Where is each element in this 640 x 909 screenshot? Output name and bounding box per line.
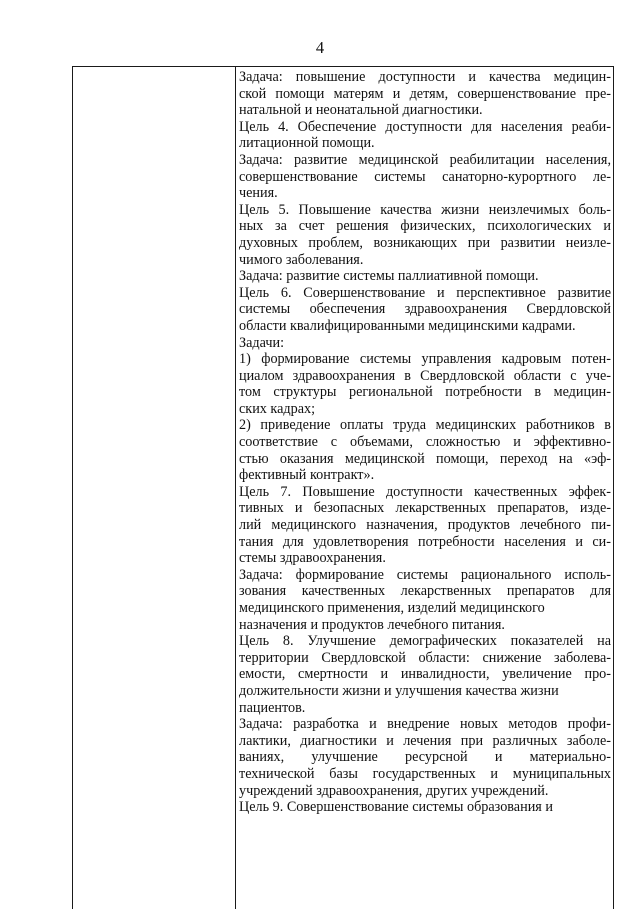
text-block-task-staff-2 [239, 417, 611, 483]
text-line: стью оказания медицинской помощи, переход на «эф- [239, 451, 611, 468]
text-line: чимого заболевания. [239, 252, 611, 269]
text-line: литационной помощи. [239, 135, 611, 152]
left-column-cell [73, 67, 236, 909]
text-block-task-methods [239, 716, 611, 799]
text-line: фективный контракт». [239, 467, 611, 484]
text-line: ских кадрах; [239, 401, 611, 418]
text-block-goal-4 [239, 119, 611, 152]
text-line: натальной и неонатальной диагностики. [239, 102, 611, 119]
text-block-task-rehab [239, 152, 611, 202]
text-line: тивных и безопасных лекарственных препаратов, изде- [239, 500, 611, 517]
program-table [72, 66, 614, 909]
text-line: тания для удовлетворения потребности населения и си- [239, 534, 611, 551]
text-block-task-palliative [239, 268, 611, 285]
text-line: соответствие с объемами, сложностью и эффективно- [239, 434, 611, 451]
text-line: духовных проблем, возникающих при развитии неизле- [239, 235, 611, 252]
text-line: Цель 6. Совершенствование и перспективное развитие [239, 285, 611, 302]
text-line: системы обеспечения здравоохранения Свердловской [239, 301, 611, 318]
text-line: зования качественных лекарственных препаратов для [239, 583, 611, 600]
text-line: ных за счет решения физических, психологических и [239, 218, 611, 235]
text-line: Цель 8. Улучшение демографических показателей на [239, 633, 611, 650]
text-block-goal-5 [239, 202, 611, 268]
text-block-tasks-staff [239, 335, 611, 352]
text-line: Задача: развитие медицинской реабилитации населения, [239, 152, 611, 169]
text-line: Цель 5. Повышение качества жизни неизлечимых боль- [239, 202, 611, 219]
text-line: медицинского применения, изделий медицинского [239, 600, 611, 617]
text-block-goal-6 [239, 285, 611, 335]
text-line: совершенствование системы санаторно-курортного ле- [239, 169, 611, 186]
text-line: учреждений здравоохранения, других учреждений. [239, 783, 611, 800]
text-line: 1) формирование системы управления кадровым потен- [239, 351, 611, 368]
text-line: пациентов. [239, 700, 611, 717]
text-line: ской помощи матерям и детям, совершенствование пре- [239, 86, 611, 103]
text-line: Задача: развитие системы паллиативной помощи. [239, 268, 611, 285]
text-block-task-maternal [239, 69, 611, 119]
text-line: чения. [239, 185, 611, 202]
text-line: Цель 7. Повышение доступности качественных эффек- [239, 484, 611, 501]
text-line: Задача: разработка и внедрение новых методов профи- [239, 716, 611, 733]
text-block-goal-8 [239, 633, 611, 716]
text-line: лий медицинского назначения, продуктов лечебного пи- [239, 517, 611, 534]
text-line: лактики, диагностики и лечения при различных заболе- [239, 733, 611, 750]
text-line: емости, смертности и инвалидности, увеличение про- [239, 666, 611, 683]
text-line: должительности жизни и улучшения качества жизни [239, 683, 611, 700]
text-line: технической базы государственных и муниципальных [239, 766, 611, 783]
text-line: Цель 9. Совершенствование системы образования и [239, 799, 611, 816]
text-line: области квалифицированными медицинскими кадрами. [239, 318, 611, 335]
page-number: 4 [0, 38, 640, 58]
text-line: Цель 4. Обеспечение доступности для населения реаби- [239, 119, 611, 136]
text-block-task-staff-1 [239, 351, 611, 417]
text-line: циалом здравоохранения в Свердловской области с уче- [239, 368, 611, 385]
goals-and-tasks-text [239, 69, 611, 816]
text-block-goal-9 [239, 799, 611, 816]
text-line: Задача: повышение доступности и качества медицин- [239, 69, 611, 86]
text-line: стемы здравоохранения. [239, 550, 611, 567]
text-line: 2) приведение оплаты труда медицинских работников в [239, 417, 611, 434]
text-line: ваниях, улучшение ресурсной и материально- [239, 749, 611, 766]
right-column-cell [236, 67, 614, 909]
text-line: том структуры региональной потребности в медицин- [239, 384, 611, 401]
text-block-goal-7 [239, 484, 611, 567]
text-line: территории Свердловской области: снижение заболева- [239, 650, 611, 667]
text-line: назначения и продуктов лечебного питания. [239, 617, 611, 634]
text-line: Задачи: [239, 335, 611, 352]
text-block-task-drugs [239, 567, 611, 633]
text-line: Задача: формирование системы рационального исполь- [239, 567, 611, 584]
table-row [73, 67, 614, 909]
